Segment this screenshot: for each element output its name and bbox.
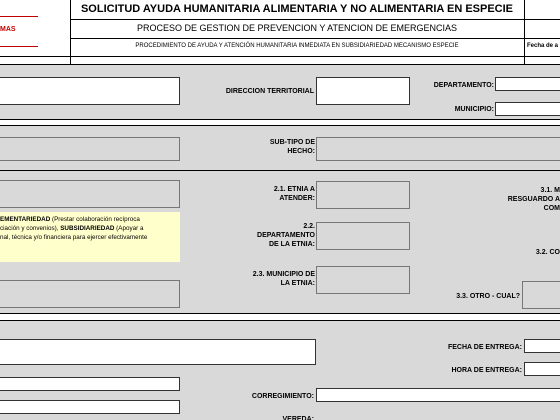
fecha-entrega-field[interactable] [524,339,560,353]
approval-date-label: Fecha de a [527,43,559,49]
form-title: SOLICITUD AYUDA HUMANITARIA ALIMENTARIA Y NO ALIMENTARIA EN ESPECIE [80,3,514,15]
municipio-label: MUNICIPIO: [454,106,494,113]
municipio-etnia-field[interactable] [316,266,410,294]
subtipo-hecho-label: SUB-TIPO DE HECHO: [269,139,315,155]
logo-bottom-rule [0,46,38,47]
logo-top-rule [0,16,38,17]
delivery-row-field-2[interactable] [0,400,180,414]
logo-text: MAS [0,26,16,33]
comunidad-label: 3.2. CO [535,249,560,256]
corregimiento-field[interactable] [316,388,560,402]
direccion-territorial-field[interactable] [316,77,410,105]
procedure-name: PROCEDIMIENTO DE AYUDA Y ATENCIÓN HUMANITARIA INMEDIATA EN SUBSIDIARIEDAD MECANISMO ESPECIE [135,43,459,49]
logo [0,0,70,58]
etnia-atender-label: 2.1. ETNIA A ATENDER: [273,186,315,202]
direccion-territorial-label: DIRECCION TERRITORIAL [225,88,314,95]
departamento-label: DEPARTAMENTO: [433,82,494,89]
hora-entrega-field[interactable] [524,362,560,376]
ethnic-extra-field[interactable] [0,280,180,308]
hora-entrega-label: HORA DE ENTREGA: [451,367,522,374]
otro-cual-label: 3.3. OTRO - CUAL? [456,293,520,300]
etnia-atender-field[interactable] [316,181,410,209]
delivery-row-field-1[interactable] [0,377,180,391]
vereda-label: VEREDA: [282,416,314,420]
municipio-etnia-label: 2.3. MUNICIPIO DE LA ETNIA: [252,271,315,287]
departamento-etnia-field[interactable] [316,222,410,250]
resguardo-label: 3.1. M RESGUARDO A COM [507,187,560,212]
corregimiento-label: CORREGIMIENTO: [251,393,314,400]
fecha-entrega-label: FECHA DE ENTREGA: [447,344,522,351]
delivery-address-field[interactable] [0,339,316,365]
otro-cual-field[interactable] [522,281,560,309]
departamento-field[interactable] [495,77,560,91]
requester-field[interactable] [0,77,180,105]
subsidiarity-note: EMENTARIEDAD (Prestar colaboración recíproca ciación y convenios), SUBSIDIARIEDAD (Apoyar a nal, técnica y/o financiera para ejercer efectivamente [0,212,180,262]
event-type-field[interactable] [0,137,180,161]
subtipo-hecho-field[interactable] [316,137,560,161]
ethnic-type-field[interactable] [0,180,180,208]
departamento-etnia-label: 2.2. DEPARTAMENTO DE LA ETNIA: [257,223,315,248]
municipio-field[interactable] [495,102,560,116]
process-subtitle: PROCESO DE GESTION DE PREVENCION Y ATENCION DE EMERGENCIAS [136,23,458,33]
